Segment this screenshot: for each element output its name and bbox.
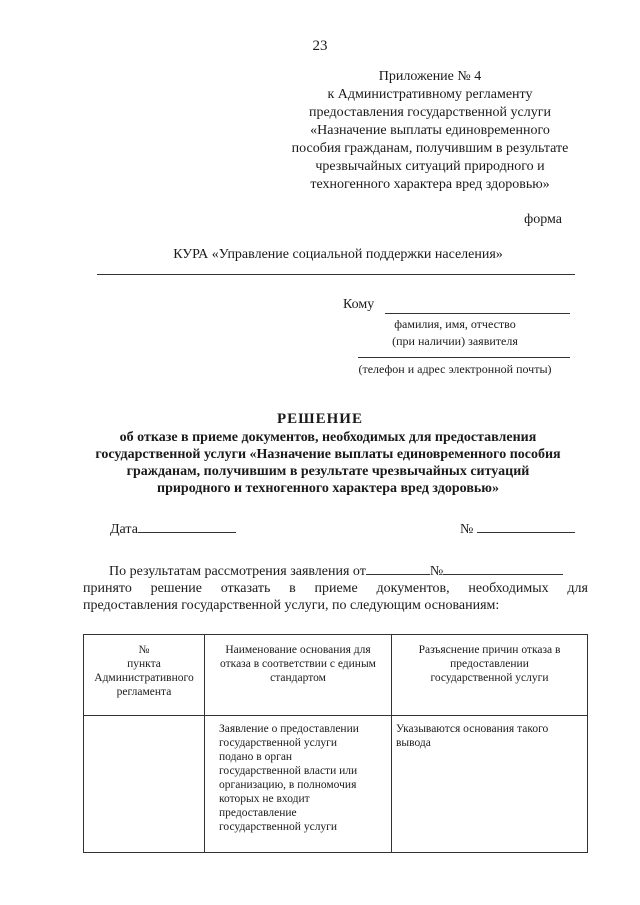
body-word: принято bbox=[83, 581, 132, 596]
body-word: отказать bbox=[220, 581, 271, 596]
recipient-name-field[interactable] bbox=[385, 313, 570, 314]
header-cell-explanation bbox=[392, 635, 588, 716]
body-line2 bbox=[83, 580, 588, 597]
body-word: приеме bbox=[314, 581, 358, 596]
number-row bbox=[460, 519, 575, 538]
recipient-contact-hint: (телефон и адрес электронной почты) bbox=[358, 362, 552, 376]
body-word: решение bbox=[150, 581, 202, 596]
appendix-line: техногенного характера вред здоровью» bbox=[310, 177, 550, 192]
header-text: регламента bbox=[116, 686, 172, 698]
page-number: 23 bbox=[312, 38, 328, 54]
cell-text: которых не входит bbox=[219, 793, 310, 805]
number-field[interactable] bbox=[477, 519, 575, 533]
cell-text: государственной услуги bbox=[219, 737, 338, 749]
date-label: Дата bbox=[110, 522, 138, 537]
decision-subtitle-line: государственной услуги «Назначение выплаты единовременного пособия bbox=[95, 447, 561, 462]
body-paragraph bbox=[83, 561, 588, 614]
cell-ground-name bbox=[205, 716, 392, 853]
header-text: стандартом bbox=[270, 672, 326, 684]
appendix-line: Приложение № 4 bbox=[378, 69, 482, 84]
table-header-row bbox=[84, 635, 588, 716]
header-text: Разъяснение причин отказа в bbox=[418, 644, 561, 656]
cell-text: государственной власти или bbox=[219, 765, 358, 777]
body-line1-prefix: По результатам рассмотрения заявления от bbox=[109, 564, 366, 579]
header-text: № bbox=[138, 644, 150, 656]
header-cell-paragraph bbox=[84, 635, 205, 716]
header-text: Наименование основания для bbox=[225, 644, 371, 656]
cell-text: организацию, в полномочия bbox=[219, 779, 357, 791]
date-row bbox=[110, 519, 236, 538]
recipient-label: Кому bbox=[343, 297, 375, 312]
body-word: для bbox=[567, 581, 588, 596]
cell-text: Заявление о предоставлении bbox=[219, 723, 359, 735]
header-cell-ground-name bbox=[205, 635, 392, 716]
appendix-line: «Назначение выплаты единовременного bbox=[310, 123, 550, 138]
recipient-name-hint-line: (при наличии) заявителя bbox=[392, 334, 518, 348]
refusal-grounds-table bbox=[83, 634, 588, 853]
form-label: форма bbox=[524, 212, 562, 227]
appendix-line: чрезвычайных ситуаций природного и bbox=[315, 159, 545, 174]
body-word: документов, bbox=[376, 581, 450, 596]
header-text: государственной услуги bbox=[430, 672, 549, 684]
organization-underline bbox=[97, 274, 575, 275]
header-text: предоставлении bbox=[450, 658, 529, 670]
application-date-field[interactable] bbox=[366, 561, 430, 575]
cell-text: Указываются основания такого bbox=[396, 723, 549, 735]
appendix-line: предоставления государственной услуги bbox=[309, 105, 551, 120]
appendix-header bbox=[280, 68, 580, 194]
body-line3: предоставления государственной услуги, по следующим основаниям: bbox=[83, 598, 500, 613]
header-text: пункта bbox=[127, 658, 161, 670]
body-word: в bbox=[289, 581, 296, 596]
decision-subtitle bbox=[90, 429, 566, 497]
organization-name: КУРА «Управление социальной поддержки населения» bbox=[173, 247, 503, 262]
recipient-contact-field[interactable] bbox=[358, 357, 570, 358]
recipient-name-hint bbox=[340, 316, 570, 350]
cell-paragraph[interactable] bbox=[84, 716, 205, 853]
table-row bbox=[84, 716, 588, 853]
decision-subtitle-line: об отказе в приеме документов, необходимых для предоставления bbox=[119, 430, 537, 445]
cell-explanation bbox=[392, 716, 588, 853]
date-field[interactable] bbox=[138, 519, 236, 533]
header-text: отказа в соответствии с единым bbox=[220, 658, 376, 670]
cell-text: вывода bbox=[396, 737, 431, 749]
cell-text: государственной услуги bbox=[219, 821, 338, 833]
recipient-name-hint-line: фамилия, имя, отчество bbox=[394, 317, 516, 331]
header-text: Административного bbox=[94, 672, 194, 684]
decision-title: РЕШЕНИЕ bbox=[277, 411, 363, 427]
decision-subtitle-line: гражданам, получившим в результате чрезвычайных ситуаций bbox=[126, 464, 530, 479]
appendix-line: пособия гражданам, получившим в результате bbox=[291, 141, 569, 156]
decision-subtitle-line: природного и техногенного характера вред здоровью» bbox=[157, 481, 499, 496]
application-number-field[interactable] bbox=[443, 561, 563, 575]
cell-text: предоставление bbox=[219, 807, 297, 819]
body-word: необходимых bbox=[468, 581, 549, 596]
body-line1-number: № bbox=[429, 564, 444, 579]
number-label: № bbox=[460, 522, 474, 537]
appendix-line: к Административному регламенту bbox=[327, 87, 533, 102]
cell-text: подано в орган bbox=[219, 751, 293, 763]
